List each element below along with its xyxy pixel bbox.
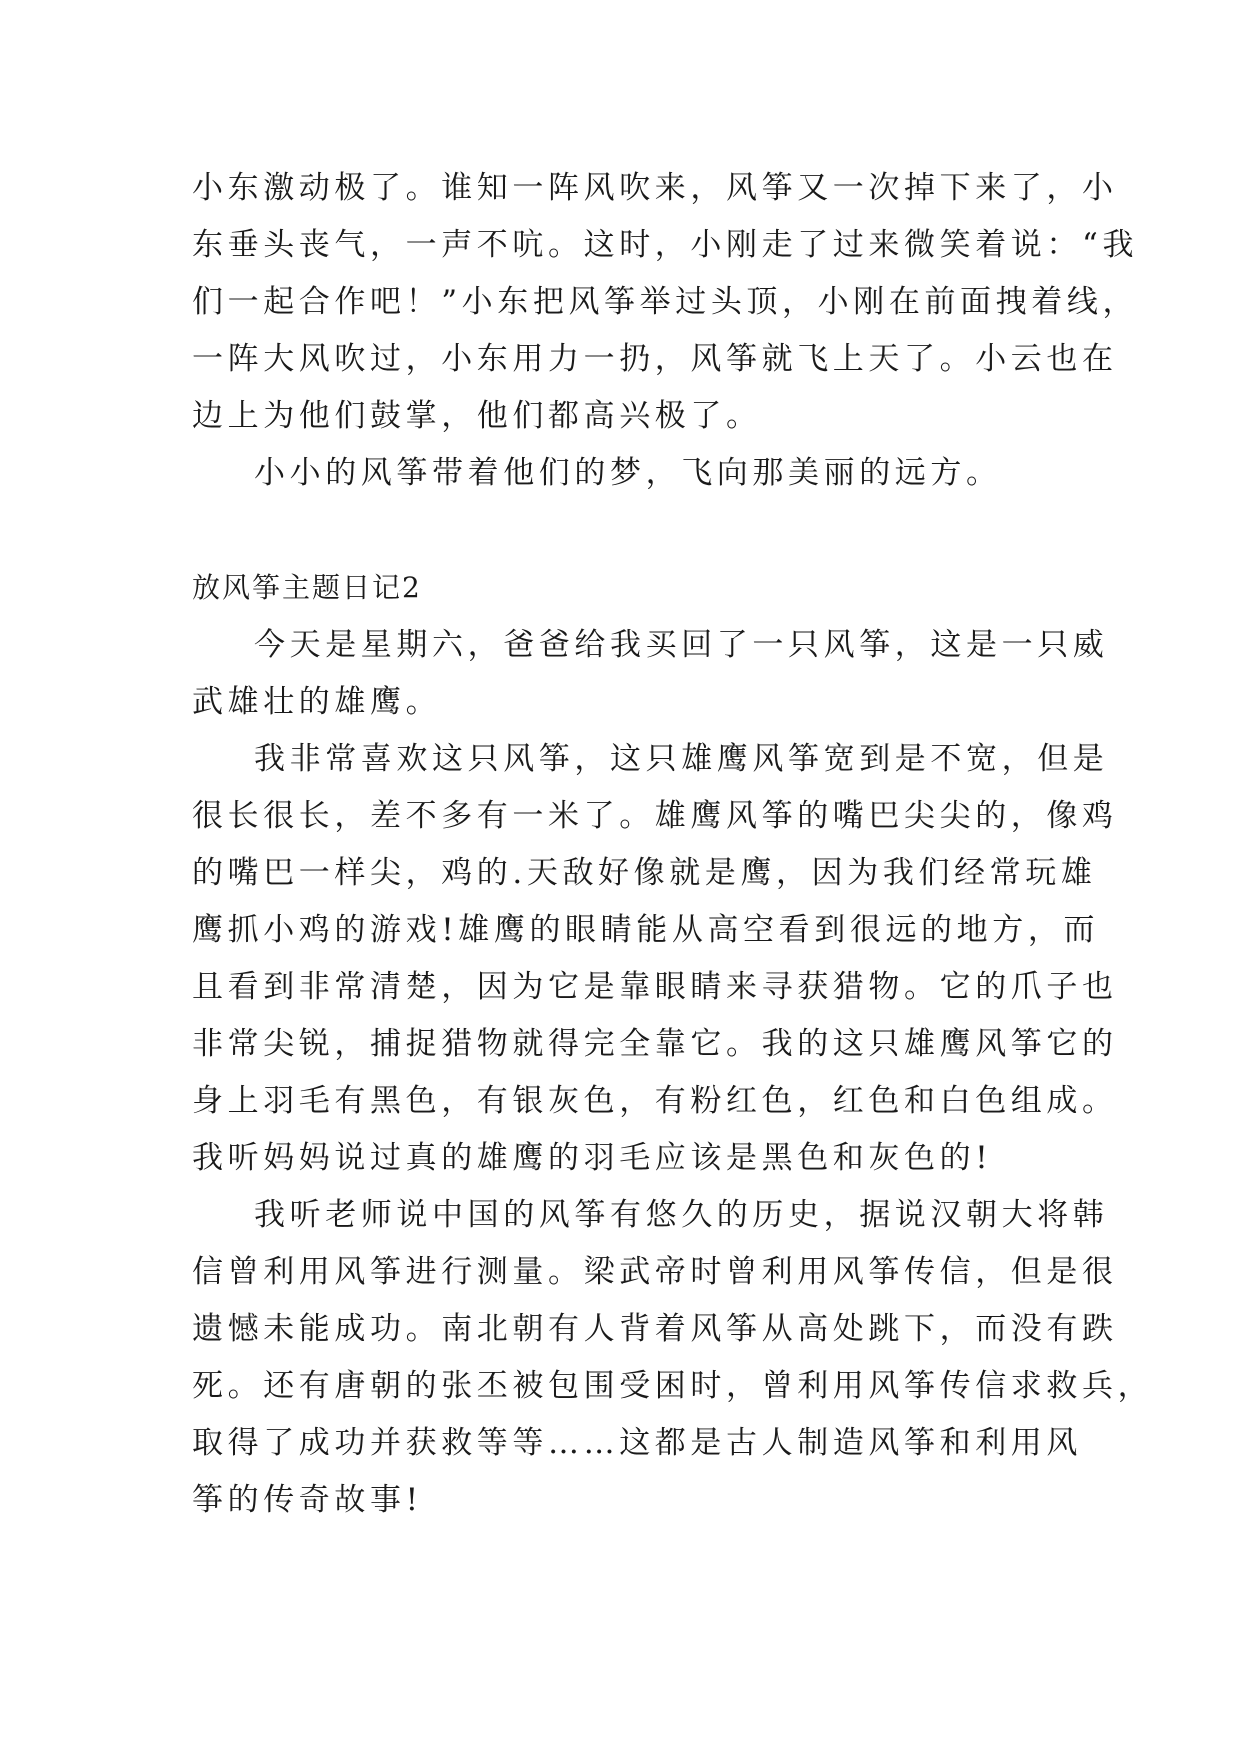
paragraph-line: 取得了成功并获救等等……这都是古人制造风筝和利用风 — [192, 1425, 1082, 1461]
paragraph-line: 东垂头丧气，一声不吭。这时，小刚走了过来微笑着说：“我 — [192, 227, 1139, 263]
paragraph-line: 边上为他们鼓掌，他们都高兴极了。 — [192, 398, 762, 434]
paragraph-line: 非常尖锐，捕捉猎物就得完全靠它。我的这只雄鹰风筝它的 — [192, 1026, 1118, 1062]
paragraph-line: 信曾利用风筝进行测量。梁武帝时曾利用风筝传信，但是很 — [192, 1254, 1118, 1290]
paragraph-line: 鹰抓小鸡的游戏!雄鹰的眼睛能从高空看到很远的地方，而 — [192, 912, 1100, 948]
paragraph-line: 我听老师说中国的风筝有悠久的历史，据说汉朝大将韩 — [254, 1197, 1109, 1233]
section-title: 放风筝主题日记2 — [192, 571, 422, 604]
paragraph-line: 的嘴巴一样尖，鸡的.天敌好像就是鹰，因为我们经常玩雄 — [192, 855, 1097, 891]
paragraph-line: 武雄壮的雄鹰。 — [192, 684, 442, 720]
paragraph-line: 死。还有唐朝的张丕被包围受困时，曾利用风筝传信求救兵， — [192, 1368, 1154, 1404]
paragraph-line: 筝的传奇故事! — [192, 1482, 423, 1518]
paragraph-line: 身上羽毛有黑色，有银灰色，有粉红色，红色和白色组成。 — [192, 1083, 1118, 1119]
paragraph-line: 小小的风筝带着他们的梦，飞向那美丽的远方。 — [254, 455, 1002, 491]
paragraph-line: 很长很长，差不多有一米了。雄鹰风筝的嘴巴尖尖的，像鸡 — [192, 798, 1118, 834]
paragraph-line: 且看到非常清楚，因为它是靠眼睛来寻获猎物。它的爪子也 — [192, 969, 1118, 1005]
paragraph-line: 一阵大风吹过，小东用力一扔，风筝就飞上天了。小云也在 — [192, 341, 1118, 377]
paragraph-line: 我听妈妈说过真的雄鹰的羽毛应该是黑色和灰色的! — [192, 1140, 993, 1176]
paragraph-line: 们一起合作吧！”小东把风筝举过头顶，小刚在前面拽着线， — [192, 284, 1139, 320]
paragraph-line: 遗憾未能成功。南北朝有人背着风筝从高处跳下，而没有跌 — [192, 1311, 1118, 1347]
paragraph-line: 我非常喜欢这只风筝，这只雄鹰风筝宽到是不宽，但是 — [254, 741, 1109, 777]
paragraph-line: 今天是星期六，爸爸给我买回了一只风筝，这是一只威 — [254, 627, 1109, 663]
paragraph-line: 小东激动极了。谁知一阵风吹来，风筝又一次掉下来了，小 — [192, 170, 1118, 206]
